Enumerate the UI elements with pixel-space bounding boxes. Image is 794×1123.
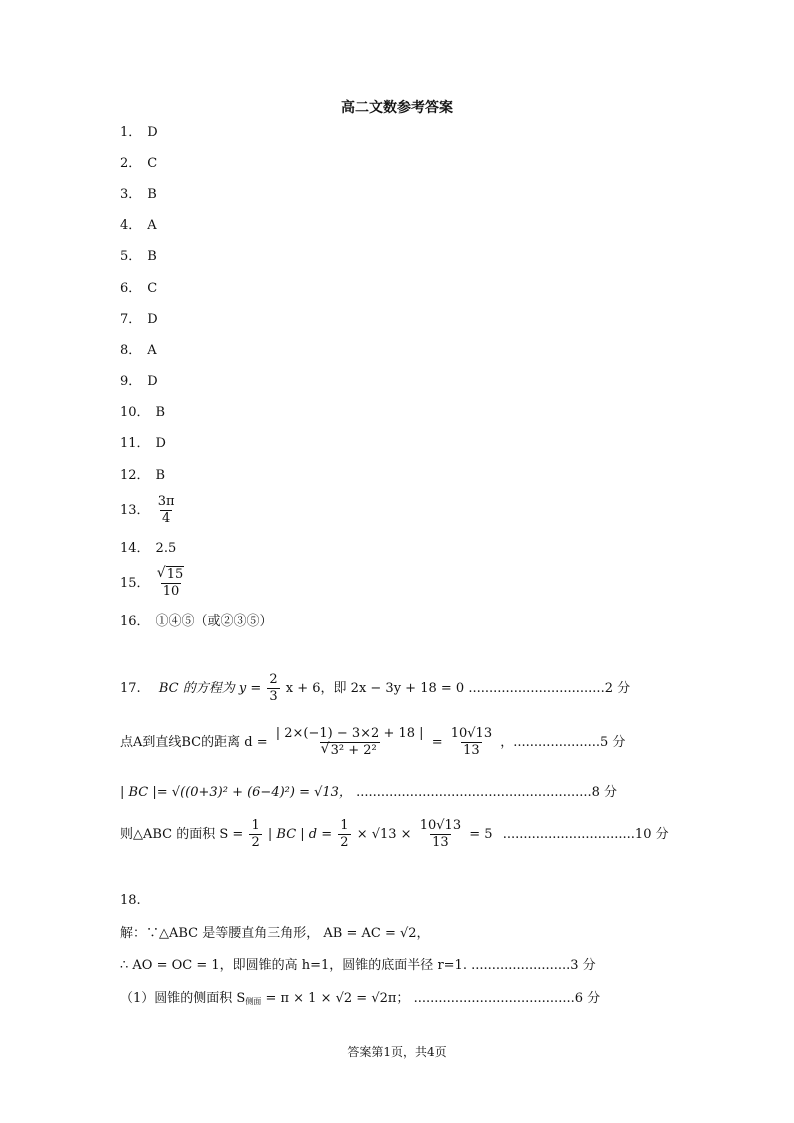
answer-item-12: 12． B: [120, 468, 166, 483]
q17-line-2: 点A到直线BC的距离 d = | 2×(−1) − 3×2 + 18 | √ 3² + 2² = $\frac{10√13}{13}$ ，.....................5 分: [120, 726, 625, 759]
fraction: $\frac{10√13}{13}$: [419, 818, 462, 850]
q17-line-3: | BC |= √((0+3)² + (6−4)²) = √13， .........................................................8 分: [120, 785, 618, 800]
q18-line-2: ∴ AO = OC = 1，即圆锥的高 h=1，圆锥的底面半径 r=1. ........................3 分: [120, 958, 596, 973]
answer-item-15: 15． √ $\frac{15}{10}$: [120, 567, 188, 600]
answer-item-1: 1． D: [120, 125, 158, 140]
page-footer: 答案第1页，共4页: [347, 1045, 447, 1059]
answer-item-9: 9． D: [120, 374, 158, 389]
answer-item-13: 13． $\frac{3\pi}{4}$: [120, 494, 175, 526]
answer-item-2: 2． C: [120, 156, 158, 171]
q17-line-4: 则△ABC 的面积 S = $\frac{1}{2}$ | BC | d = $\frac{1}{2}$ × √13 × $\frac{10√13}{13}$ = 5 ................................10 分: [120, 818, 669, 850]
answer-item-8: 8． A: [120, 343, 157, 358]
answer-item-5: 5． B: [120, 249, 157, 264]
answer-item-10: 10． B: [120, 405, 166, 420]
q18-line-3: （1）圆锥的侧面积 $S_{侧面} = \pi \times 1 \times √2 = √2\pi$； .......................................6 分: [120, 991, 601, 1006]
answer-item-4: 4． A: [120, 218, 157, 233]
answer-item-3: 3． B: [120, 187, 157, 202]
answer-item-14: 14． 2.5: [120, 541, 177, 556]
answer-item-6: 6． C: [120, 281, 158, 296]
fraction: $\frac{2}{3}$: [269, 672, 278, 704]
answer-item-7: 7． D: [120, 312, 158, 327]
fraction: $\frac{1}{2}$: [251, 818, 260, 850]
answer-item-11: 11． D: [120, 436, 166, 451]
q18-line-1: 解：∵△ABC 是等腰直角三角形， AB = AC = √2，: [120, 926, 430, 941]
answer-item-16: 16． ①④⑤（或②③⑤）: [120, 614, 273, 629]
fraction: | 2×(−1) − 3×2 + 18 | √ 3² + 2²: [274, 726, 426, 759]
fraction: $\frac{10√13}{13}$: [450, 726, 493, 758]
page-title: 高二文数参考答案: [341, 100, 453, 116]
fraction: $\frac{3\pi}{4}$: [157, 494, 175, 526]
fraction: $\frac{1}{2}$: [340, 818, 349, 850]
q18-label: 18.: [120, 893, 141, 908]
fraction: √ $\frac{15}{10}$: [156, 567, 187, 600]
q17-line-1: 17. BC 的方程为 y = $\frac{2}{3}$ x + 6，即 2x − 3y + 18 = 0 .................................2 分: [120, 672, 631, 704]
